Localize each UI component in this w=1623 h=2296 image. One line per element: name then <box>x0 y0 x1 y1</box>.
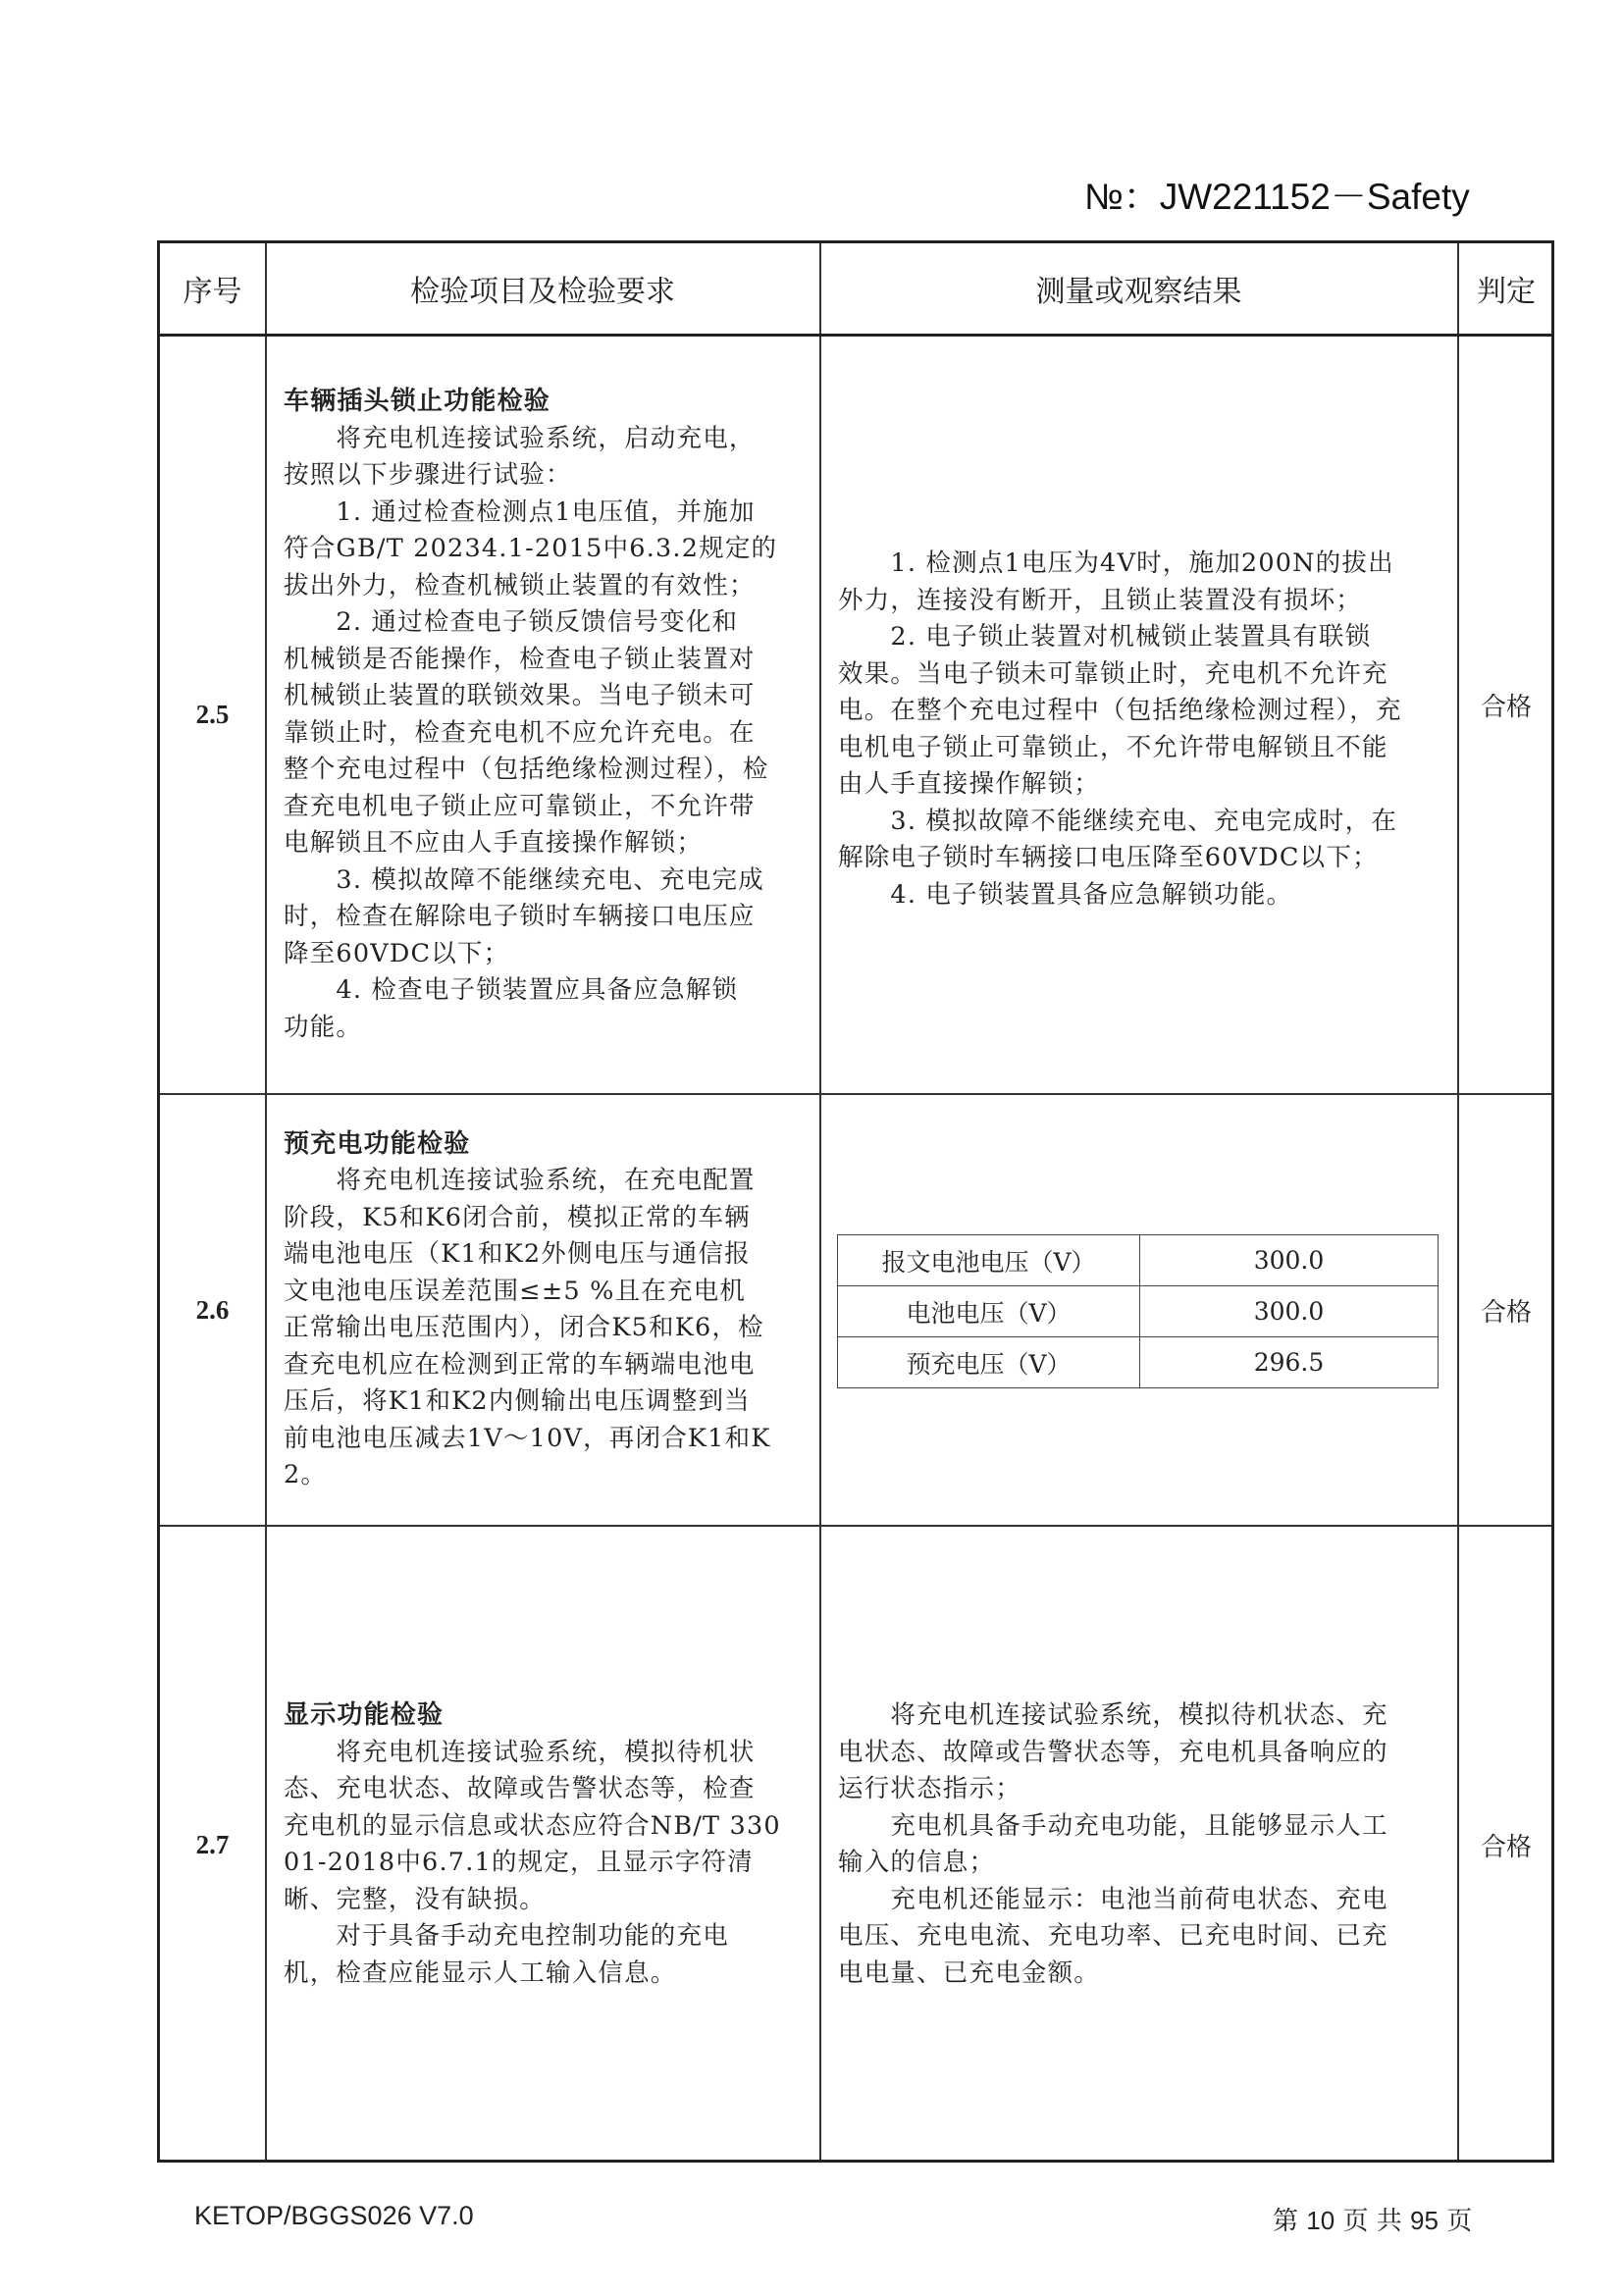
text-line: 正常输出电压范围内），闭合K5和K6，检 <box>284 1313 764 1342</box>
result-label: 预充电压（V） <box>838 1337 1140 1388</box>
verdict: 合格 <box>1480 693 1532 722</box>
text-line: 机，检查应能显示人工输入信息。 <box>284 1957 677 1988</box>
text-line: 将充电机连接试验系统，模拟待机状 <box>284 1737 756 1767</box>
text-line: 查充电机电子锁止应可靠锁止，不允许带 <box>284 791 756 821</box>
text-line: 电解锁且不应由人手直接操作解锁； <box>284 828 704 858</box>
text-line: 电状态、故障或告警状态等，充电机具备响应的 <box>838 1737 1388 1767</box>
table-row <box>838 1235 1439 1286</box>
text-line: 2. 通过检查电子锁反馈信号变化和 <box>284 607 739 637</box>
text-line: 将充电机连接试验系统，模拟待机状态、充 <box>838 1700 1388 1730</box>
header-requirement: 检验项目及检验要求 <box>410 275 675 309</box>
result-value: 300.0 <box>1140 1235 1439 1286</box>
voltage-result-table <box>837 1234 1439 1388</box>
page-current: 10 <box>1306 2206 1335 2235</box>
text-line: 符合GB/T 20234.1-2015中6.3.2规定的 <box>284 534 778 563</box>
text-line: 解除电子锁时车辆接口电压降至60VDC以下； <box>838 843 1379 872</box>
row-number: 2.5 <box>195 700 230 729</box>
text-line: 4. 检查电子锁装置应具备应急解锁 <box>284 975 739 1005</box>
form-code: KETOP/BGGS026 V7.0 <box>194 2201 474 2230</box>
header-seq: 序号 <box>183 275 242 309</box>
text-line: 充电机还能显示：电池当前荷电状态、充电 <box>838 1884 1388 1914</box>
verdict: 合格 <box>1480 1297 1532 1328</box>
text-line: 阶段，K5和K6闭合前，模拟正常的车辆 <box>284 1202 751 1232</box>
table-row <box>838 1337 1439 1388</box>
text-line: 1. 通过检查检测点1电压值，并施加 <box>284 496 756 527</box>
text-line: 1. 检测点1电压为4V时，施加200N的拔出 <box>838 548 1394 578</box>
text-line: 端电池电压（K1和K2外侧电压与通信报 <box>284 1239 751 1269</box>
text-line: 机械锁是否能操作，检查电子锁止装置对 <box>284 644 756 674</box>
text-line: 机械锁止装置的联锁效果。当电子锁未可 <box>284 681 756 710</box>
text-line: 2。 <box>284 1460 328 1489</box>
requirement-title: 预充电功能检验 <box>284 1128 471 1159</box>
result-value: 296.5 <box>1140 1337 1439 1388</box>
text-line: 输入的信息； <box>838 1848 996 1877</box>
text-line: 01-2018中6.7.1的规定，且显示字符清 <box>284 1848 754 1877</box>
inspection-table <box>157 240 1554 2163</box>
text-line: 电机电子锁止可靠锁止，不允许带电解锁且不能 <box>838 732 1388 762</box>
text-line: 外力，连接没有断开，且锁止装置没有损坏； <box>838 585 1363 615</box>
text-line: 前电池电压减去1V～10V，再闭合K1和K <box>284 1423 771 1453</box>
text-line: 效果。当电子锁未可靠锁止时，充电机不允许充 <box>838 658 1388 689</box>
text-line: 按照以下步骤进行试验： <box>284 460 572 490</box>
text-line: 电。在整个充电过程中（包括绝缘检测过程），充 <box>838 696 1402 725</box>
text-line: 电压、充电电流、充电功率、已充电时间、已充 <box>838 1921 1388 1951</box>
text-line: 降至60VDC以下； <box>284 938 510 968</box>
requirement-title: 显示功能检验 <box>284 1700 445 1730</box>
text-line: 电电量、已充电金额。 <box>838 1957 1101 1988</box>
text-line: 3. 模拟故障不能继续充电、充电完成 <box>284 864 764 895</box>
text-line: 由人手直接操作解锁； <box>838 769 1101 799</box>
verdict: 合格 <box>1480 1832 1532 1862</box>
row-number: 2.6 <box>195 1294 230 1325</box>
requirement-title: 车辆插头锁止功能检验 <box>284 387 551 416</box>
header-verdict: 判定 <box>1477 275 1536 309</box>
requirement-cell <box>266 1527 819 2163</box>
text-line: 将充电机连接试验系统，在充电配置 <box>284 1166 756 1195</box>
text-line: 4. 电子锁装置具备应急解锁功能。 <box>838 879 1293 910</box>
text-line: 整个充电过程中（包括绝缘检测过程），检 <box>284 755 769 784</box>
table-row <box>838 1286 1439 1337</box>
requirement-cell <box>266 1095 819 1525</box>
header-result: 测量或观察结果 <box>1035 275 1242 309</box>
page-mid: 页 共 <box>1342 2207 1402 2236</box>
page-indicator <box>1273 2201 1472 2237</box>
text-line: 功能。 <box>284 1012 363 1042</box>
text-line: 晰、完整，没有缺损。 <box>284 1884 547 1914</box>
text-line: 运行状态指示； <box>838 1774 1021 1803</box>
requirement-cell <box>266 337 819 1093</box>
result-label: 报文电池电压（V） <box>838 1235 1140 1286</box>
text-line: 压后，将K1和K2内侧输出电压调整到当 <box>284 1386 751 1416</box>
result-cell <box>820 1527 1457 2163</box>
row-number: 2.7 <box>195 1829 230 1859</box>
text-line: 文电池电压误差范围≤±5 %且在充电机 <box>284 1276 747 1306</box>
result-label: 电池电压（V） <box>838 1286 1140 1337</box>
text-line: 2. 电子锁止装置对机械锁止装置具有联锁 <box>838 622 1372 652</box>
text-line: 查充电机应在检测到正常的车辆端电池电 <box>284 1349 756 1380</box>
text-line: 3. 模拟故障不能继续充电、充电完成时，在 <box>838 806 1398 836</box>
text-line: 充电机具备手动充电功能，且能够显示人工 <box>838 1810 1388 1841</box>
text-line: 态、充电状态、故障或告警状态等，检查 <box>284 1774 756 1803</box>
page-suffix: 页 <box>1446 2207 1473 2236</box>
page-prefix: 第 <box>1273 2207 1299 2236</box>
text-line: 拔出外力，检查机械锁止装置的有效性； <box>284 570 756 600</box>
text-line: 将充电机连接试验系统，启动充电， <box>284 423 756 453</box>
text-line: 充电机的显示信息或状态应符合NB/T 330 <box>284 1810 781 1841</box>
text-line: 对于具备手动充电控制功能的充电 <box>284 1921 729 1951</box>
document-number: №：JW221152－Safety <box>1084 177 1470 217</box>
result-cell <box>820 337 1457 1093</box>
page-total: 95 <box>1410 2206 1439 2235</box>
result-value: 300.0 <box>1140 1286 1439 1337</box>
text-line: 靠锁止时，检查充电机不应允许充电。在 <box>284 717 756 748</box>
text-line: 时，检查在解除电子锁时车辆接口电压应 <box>284 902 756 931</box>
